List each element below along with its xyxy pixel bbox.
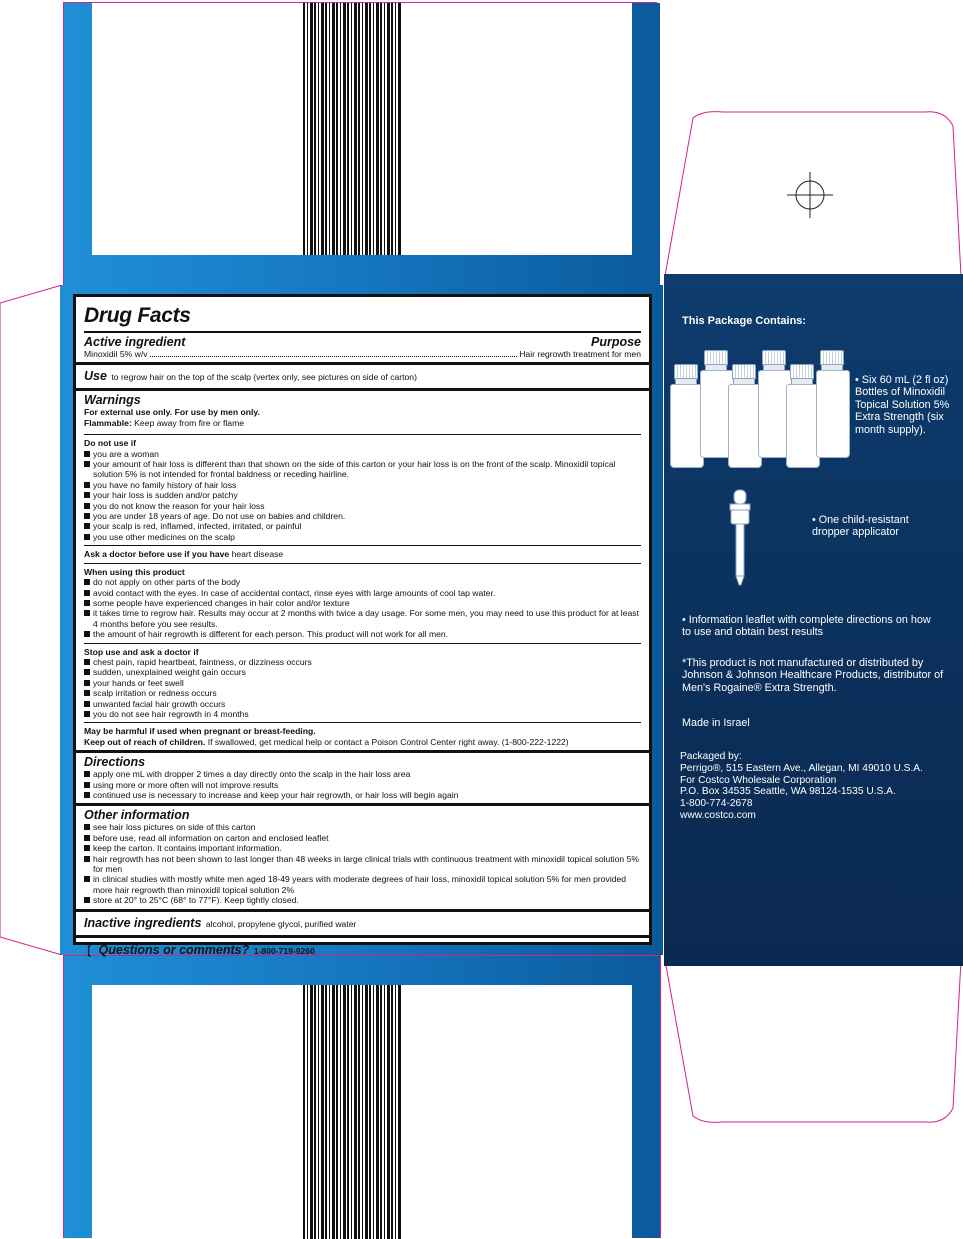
- customer-phone: 1-800-774-2678: [680, 798, 753, 810]
- list-item: your scalp is red, inflamed, infected, irritated, or painful: [84, 521, 641, 531]
- list-item: your hair loss is sudden and/or patchy: [84, 490, 641, 500]
- list-item: your hands or feet swell: [84, 678, 641, 688]
- directions-list: [84, 769, 641, 800]
- list-item: you do not know the reason for your hair loss: [84, 501, 641, 511]
- when-using-heading: When using this product: [84, 566, 185, 577]
- list-item: see hair loss pictures on side of this carton: [84, 822, 641, 832]
- made-in-text: Made in Israel: [682, 717, 750, 729]
- use-text: to regrow hair on the top of the scalp (vertex only, see pictures on side of carton): [111, 372, 417, 383]
- list-item: chest pain, rapid heartbeat, faintness, or dizziness occurs: [84, 657, 641, 667]
- list-item: your amount of hair loss is different than that shown on the side of this carton or your hair loss is on the front of the scalp. Minoxidil topical solution 5% is not intended for frontal baldness or receding hairline.: [84, 459, 641, 480]
- keep-out-label: Keep out of reach of children.: [84, 736, 206, 747]
- bottle-icon: [816, 350, 848, 458]
- when-using-list: [84, 577, 641, 639]
- active-ingredient: Minoxidil 5% w/v: [84, 349, 148, 359]
- right-top-tuck-flap: [663, 110, 963, 280]
- list-item: apply one mL with dropper 2 times a day directly onto the scalp in the hair loss area: [84, 769, 641, 779]
- list-item: before use, read all information on carton and enclosed leaflet: [84, 833, 641, 843]
- keep-out-text: If swallowed, get medical help or contact a Poison Control Center right away. (1-800-222-1222): [207, 736, 569, 747]
- other-information-list: [84, 822, 641, 905]
- ask-doctor-label: Ask a doctor before use if you have: [84, 549, 230, 560]
- flammable-label: Flammable:: [84, 417, 132, 428]
- list-item: using more or more often will not improve results: [84, 780, 641, 790]
- list-item: keep the carton. It contains important information.: [84, 843, 641, 853]
- list-item: store at 20° to 25°C (68° to 77°F). Keep tightly closed.: [84, 895, 641, 905]
- packager-address: Perrigo®, 515 Eastern Ave., Allegan, MI 49010 U.S.A.: [680, 762, 923, 774]
- list-item: you do not see hair regrowth in 4 months: [84, 709, 641, 719]
- questions-heading: Questions or comments?: [98, 942, 250, 957]
- list-item: it takes time to regrow hair. Results may occur at 2 months with twice a day usage. For some men, you may need to use this product for at least 4 months before you see results.: [84, 608, 641, 629]
- inactive-ingredients-text: alcohol, propylene glycol, purified water: [205, 918, 357, 929]
- questions-phone: 1-800-719-9260: [253, 945, 315, 956]
- inactive-ingredients-heading: Inactive ingredients: [84, 915, 202, 930]
- stop-use-heading: Stop use and ask a doctor if: [84, 646, 199, 657]
- list-item: unwanted facial hair growth occurs: [84, 699, 641, 709]
- packaged-by-label: Packaged by:: [680, 751, 742, 762]
- warnings-heading: Warnings: [84, 393, 141, 408]
- active-ingredient-row: [84, 349, 641, 359]
- distributor-address: P.O. Box 34535 Seattle, WA 98124-1535 U.S.A.: [680, 786, 896, 798]
- purpose-heading: Purpose: [590, 335, 641, 349]
- list-item: you use other medicines on the scalp: [84, 532, 641, 542]
- bottles-illustration: [670, 348, 850, 470]
- pregnancy-warning: May be harmful if used when pregnant or breast-feeding.: [84, 726, 316, 737]
- website-link[interactable]: www.costco.com: [680, 809, 756, 821]
- distributor-name: For Costco Wholesale Corporation: [680, 774, 837, 786]
- ask-doctor-text: heart disease: [231, 549, 284, 560]
- do-not-use-list: [84, 449, 641, 543]
- top-barcode: [303, 3, 401, 255]
- bottle-icon: [786, 364, 818, 468]
- active-ingredient-heading: Active ingredient: [84, 335, 186, 349]
- flammable-text: Keep away from fire or flame: [134, 417, 245, 428]
- list-item: you are under 18 years of age. Do not use on babies and children.: [84, 511, 641, 521]
- list-item: avoid contact with the eyes. In case of accidental contact, rinse eyes with large amounts of cool tap water.: [84, 588, 641, 598]
- list-item: hair regrowth has not been shown to last longer than 48 weeks in large clinical trials with continuous treatment with minoxidil topical solution 5% for men: [84, 854, 641, 875]
- bottom-barcode: [303, 985, 401, 1239]
- bottle-icon: [670, 364, 702, 468]
- use-heading: Use: [84, 369, 107, 384]
- leaflet-description: • Information leaflet with complete directions on how to use and obtain best results: [682, 614, 931, 639]
- list-item: do not apply on other parts of the body: [84, 577, 641, 587]
- dropper-description: • One child-resistant dropper applicator: [812, 514, 909, 539]
- stop-use-list: [84, 657, 641, 719]
- list-item: scalp irritation or redness occurs: [84, 688, 641, 698]
- list-item: you have no family history of hair loss: [84, 480, 641, 490]
- list-item: the amount of hair regrowth is different for each person. This product will not work for all men.: [84, 629, 641, 639]
- drug-facts-title: Drug Facts: [84, 304, 191, 327]
- drug-facts-box: [73, 294, 652, 957]
- list-item: sudden, unexplained weight gain occurs: [84, 667, 641, 677]
- purpose: Hair regrowth treatment for men: [519, 349, 641, 359]
- dropper-icon: [722, 488, 758, 588]
- list-item: some people have experienced changes in hair color and/or texture: [84, 598, 641, 608]
- package-contains-heading: This Package Contains:: [682, 315, 807, 327]
- right-bottom-tuck-flap: [663, 958, 963, 1128]
- disclaimer-text: *This product is not manufactured or distributed by Johnson & Johnson Healthcare Products, distributor of Men's Rogaine® Extra Strength.: [682, 657, 944, 694]
- left-side-flap: [0, 285, 64, 955]
- list-item: in clinical studies with mostly white men aged 18-49 years with moderate degrees of hair loss, minoxidil topical solution 5% for men provided more hair regrowth than minoxidil topical solution 2%: [84, 874, 641, 895]
- bottles-description: • Six 60 mL (2 fl oz) Bottles of Minoxidil Topical Solution 5% Extra Strength (six month supply).: [855, 374, 950, 436]
- other-information-heading: Other information: [84, 808, 190, 823]
- bottle-icon: [728, 364, 760, 468]
- packager-info: [680, 751, 950, 822]
- external-use-warning: For external use only. For use by men only.: [84, 407, 260, 418]
- list-item: you are a woman: [84, 449, 641, 459]
- do-not-use-heading: Do not use if: [84, 438, 137, 449]
- directions-heading: Directions: [84, 755, 146, 770]
- phone-icon: ❲: [84, 942, 95, 957]
- list-item: continued use is necessary to increase and keep your hair regrowth, or hair loss will begin again: [84, 790, 641, 800]
